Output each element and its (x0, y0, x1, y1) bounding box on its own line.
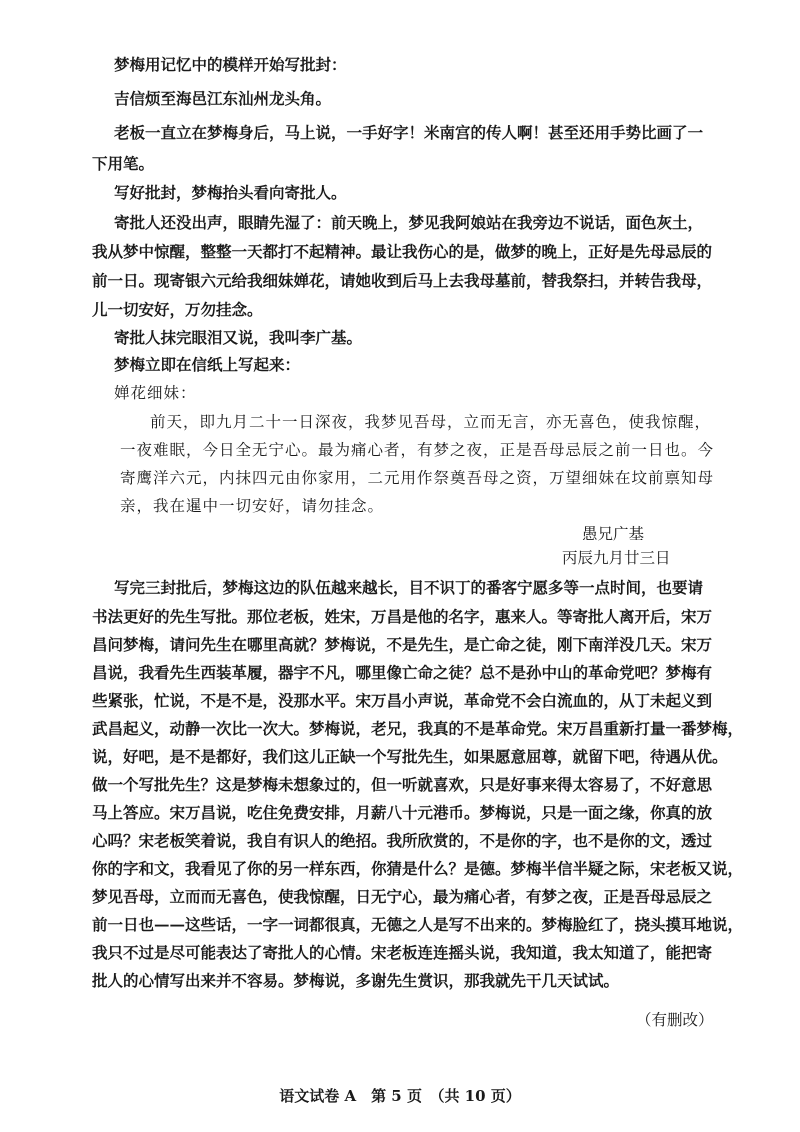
story-line: 儿一切安好，万勿挂念。 (92, 300, 263, 319)
body-line: 前一日也——这些话，一字一词都很真，无德之人是写不出来的。梦梅脸红了，挠头摸耳地说， (92, 915, 744, 934)
story-line: 写好批封，梦梅抬头看向寄批人。 (114, 183, 347, 202)
body-line: 梦见吾母，立而而无喜色，使我惊醒，日无宁心，最为痛心者，有梦之夜，正是吾母忌辰之 (92, 887, 713, 906)
story-line: 梦梅立即在信纸上写起来： (114, 355, 301, 374)
body-line: 心吗？宋老板笑着说，我自有识人的绝招。我所欣赏的，不是你的字，也不是你的文，透过 (92, 831, 713, 850)
body-line: 你的字和文，我看见了你的另一样东西，你猜是什么？是德。梦梅半信半疑之际，宋老板又说， (92, 859, 744, 878)
letter-line: 前天，即九月二十一日深夜，我梦见吾母，立而无言，亦无喜色，使我惊醒， (150, 413, 712, 431)
story-line: 下用笔。 (92, 154, 155, 173)
body-line: 昌问梦梅，请问先生在哪里高就？梦梅说，不是先生，是亡命之徒，刚下南洋没几天。宋万 (92, 635, 713, 654)
story-line: 我从梦中惊醒，整整一天都打不起精神。最让我伤心的是，做梦的晚上，正好是先母忌辰的 (92, 242, 713, 261)
story-line: 寄批人抹完眼泪又说，我叫李广基。 (114, 328, 363, 347)
story-line: 吉信烦至海邑江东汕州龙头角。 (114, 89, 332, 108)
story-line: 梦梅用记忆中的模样开始写批封： (114, 55, 347, 74)
story-line: 前一日。现寄银六元给我细妹婵花，请她收到后马上去我母墓前，替我祭扫，并转告我母， (92, 271, 713, 290)
letter-salutation: 婵花细妹： (114, 384, 197, 402)
letter-line: 亲，我在暹中一切安好，请勿挂念。 (120, 497, 385, 515)
body-line: 做一个写批先生？这是梦梅未想象过的，但一听就喜欢，只是好事来得太容易了，不好意思 (92, 775, 713, 794)
body-line: 书法更好的先生写批。那位老板，姓宋，万昌是他的名字，惠来人。等寄批人离开后，宋万 (92, 607, 713, 626)
letter-signature: 愚兄广基 (582, 525, 645, 543)
body-line: 武昌起义，动静一次比一次大。梦梅说，老兄，我真的不是革命党。宋万昌重新打量一番梦梅， (92, 719, 744, 738)
body-line: 昌说，我看先生西装革履，器宇不凡，哪里像亡命之徒？总不是孙中山的革命党吧？梦梅有 (92, 663, 713, 682)
body-line: 些紧张，忙说，不是不是，没那水平。宋万昌小声说，革命党不会白流血的，从丁未起义到 (92, 691, 713, 710)
body-line: 批人的心情写出来并不容易。梦梅说，多谢先生赏识，那我就先干几天试试。 (92, 971, 620, 990)
letter-line: 一夜难眠，今日全无宁心。最为痛心者，有梦之夜，正是吾母忌辰之前一日也。今 (120, 441, 715, 459)
page-footer: 语文试卷 A 第 5 页 （共 10 页） (279, 1087, 521, 1105)
revision-note: （有删改） (636, 1011, 714, 1029)
letter-date: 丙辰九月廿三日 (562, 549, 671, 567)
body-line: 我只不过是尽可能表达了寄批人的心情。宋老板连连摇头说，我知道，我太知道了，能把寄 (92, 943, 713, 962)
story-line: 寄批人还没出声，眼睛先湿了：前天晚上，梦见我阿娘站在我旁边不说话，面色灰土， (114, 213, 704, 232)
body-line: 写完三封批后，梦梅这边的队伍越来越长，目不识丁的番客宁愿多等一点时间，也要请 (114, 578, 704, 597)
body-line: 说，好吧，是不是都好，我们这儿正缺一个写批先生，如果愿意屈尊，就留下吧，待遇从优。 (92, 747, 728, 766)
letter-line: 寄鹰洋六元，内抹四元由你家用，二元用作祭奠吾母之资，万望细妹在坟前禀知母 (120, 469, 715, 487)
story-line: 老板一直立在梦梅身后，马上说，一手好字！米南宫的传人啊！甚至还用手势比画了一 (114, 123, 704, 142)
body-line: 马上答应。宋万昌说，吃住免费安排，月薪八十元港币。梦梅说，只是一面之缘，你真的放 (92, 803, 713, 822)
